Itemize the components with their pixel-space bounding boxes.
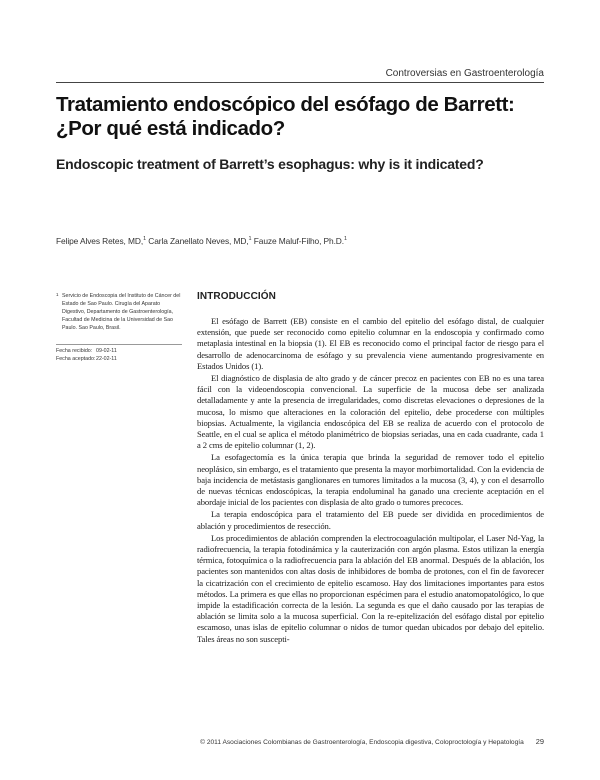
author-1-mark: 1 (143, 236, 147, 243)
received-value: 09-02-11 (96, 348, 117, 354)
article-title-spanish (56, 93, 556, 141)
accepted-value: 22-02-11 (96, 356, 117, 362)
article-title-english: Endoscopic treatment of Barrett’s esophagus: why is it indicated? (56, 156, 484, 172)
article-sidebar (56, 292, 182, 363)
article-dates (56, 344, 182, 363)
page-footer (200, 737, 544, 746)
author-1: Felipe Alves Retes, MD, (56, 236, 144, 246)
accepted-date-row (56, 355, 182, 363)
article-body (197, 291, 544, 645)
journal-section-label: Controversias en Gastroenterología (385, 68, 544, 79)
affiliation-note (56, 292, 182, 332)
body-paragraph-5: Los procedimientos de ablación comprenden la electrocoagulación multipolar, el Laser Nd-Yag, la radiofrecuencia, la terapia fotodinámica y la cauterización con argón plasma. Estos utilizan la energía térmica, fotoquímica o la radiofrecuencia para la ablación del EB anormal. Después de la ablación, los pacientes son mantenidos con altas dosis de inhibidores de bomba de protones, con el fin de favorecer la cicatrización con el crecimiento de epitelio escamoso. Hay dos limitaciones importantes para estos métodos. La primera es que ellas no proporcionan espécimen para el estudio anatomopatológico, lo que impide la estadificación correcta de la lesión. La segunda es que el daño causado por las terapias de ablación se limita solo a la mucosa superficial. Con la re-epitelización del esófago distal por epitelio escamoso, unas islas de epitelio columnar o nidos de tumor quedan ubicados por debajo del epitelio. Tales áreas no son suscepti- (197, 532, 544, 644)
copyright-notice: © 2011 Asociaciones Colombianas de Gastroenterología, Endoscopia digestiva, Coloproctología y Hepatología (200, 739, 524, 746)
header-rule (56, 82, 544, 83)
title-line-1: Tratamiento endoscópico del esófago de Barrett: (56, 93, 515, 116)
title-line-2: ¿Por qué está indicado? (56, 117, 285, 140)
affiliation-text: Servicio de Endoscopia del Instituto de Cáncer del Estado de Sao Paulo. Cirugía del Aparato Digestivo, Departamento de Gastroenterología, Facultad de Medicina de la Universidad de Sao Paulo. Sao Paulo, Brasil. (62, 293, 181, 331)
author-3: Fauze Maluf-Filho, Ph.D. (253, 236, 344, 246)
body-paragraph-3: La esofagectomía es la única terapia que brinda la seguridad de remover todo el epitelio neoplásico, sin embargo, es el tratamiento que presenta la mayor morbimortalidad. Con la evidencia de baja incidencia de metástasis ganglionares en tumores limitados a la mucosa (3, 4), y con el desarrollo de nuevas técnicas endoscópicas, la terapia endoluminal ha ganado una creciente aceptación en el abordaje inicial de los pacientes con displasia de alto grado o tumores precoces. (197, 452, 544, 508)
section-heading-introduccion: INTRODUCCIÓN (197, 291, 276, 302)
author-2: Carla Zanellato Neves, MD, (148, 236, 249, 246)
received-label: Fecha recibido: (56, 348, 93, 354)
author-3-mark: 1 (343, 236, 347, 243)
body-paragraph-2: El diagnóstico de displasia de alto grado y de cáncer precoz en pacientes con EB no es una tarea fácil con la videoendoscopia convencional. La superficie de la mucosa debe ser analizada detalladamente y ante la presencia de irregularidades, como discretas elevaciones o depresiones de la mucosa, lo mismo que alteraciones en la coloración del epitelio, debe procederse con múltiples biopsias. Actualmente, la vigilancia endoscópica del EB se realiza de acuerdo con el protocolo de Seattle, en el cual se aplica el método planimétrico de biopsias seriadas, una en cada cuadrante, cada 1 a 2 cms de epitelio columnar (1, 2). (197, 373, 544, 451)
page-number: 29 (535, 737, 544, 746)
received-date-row (56, 347, 182, 355)
author-list (56, 236, 556, 246)
body-paragraph-4: La terapia endoscópica para el tratamiento del EB puede ser dividida en procedimientos de ablación y procedimientos de resección. (197, 509, 544, 531)
author-2-mark: 1 (248, 236, 252, 243)
body-paragraph-1: El esófago de Barrett (EB) consiste en el cambio del epitelio del esófago distal, de cualquier extensión, que puede ser reconocido como epitelio columnar en la endoscopia y confirmado como metaplasia intestinal en la biopsia (1). El EB es reconocido como el principal factor de riesgo para el desarrollo de adenocarcinoma de esófago y su prevalencia viene aumentando progresivamente en Estados Unidos (1). (197, 316, 544, 371)
accepted-label: Fecha aceptado: (56, 356, 96, 362)
affiliation-mark: 1 (56, 292, 59, 297)
